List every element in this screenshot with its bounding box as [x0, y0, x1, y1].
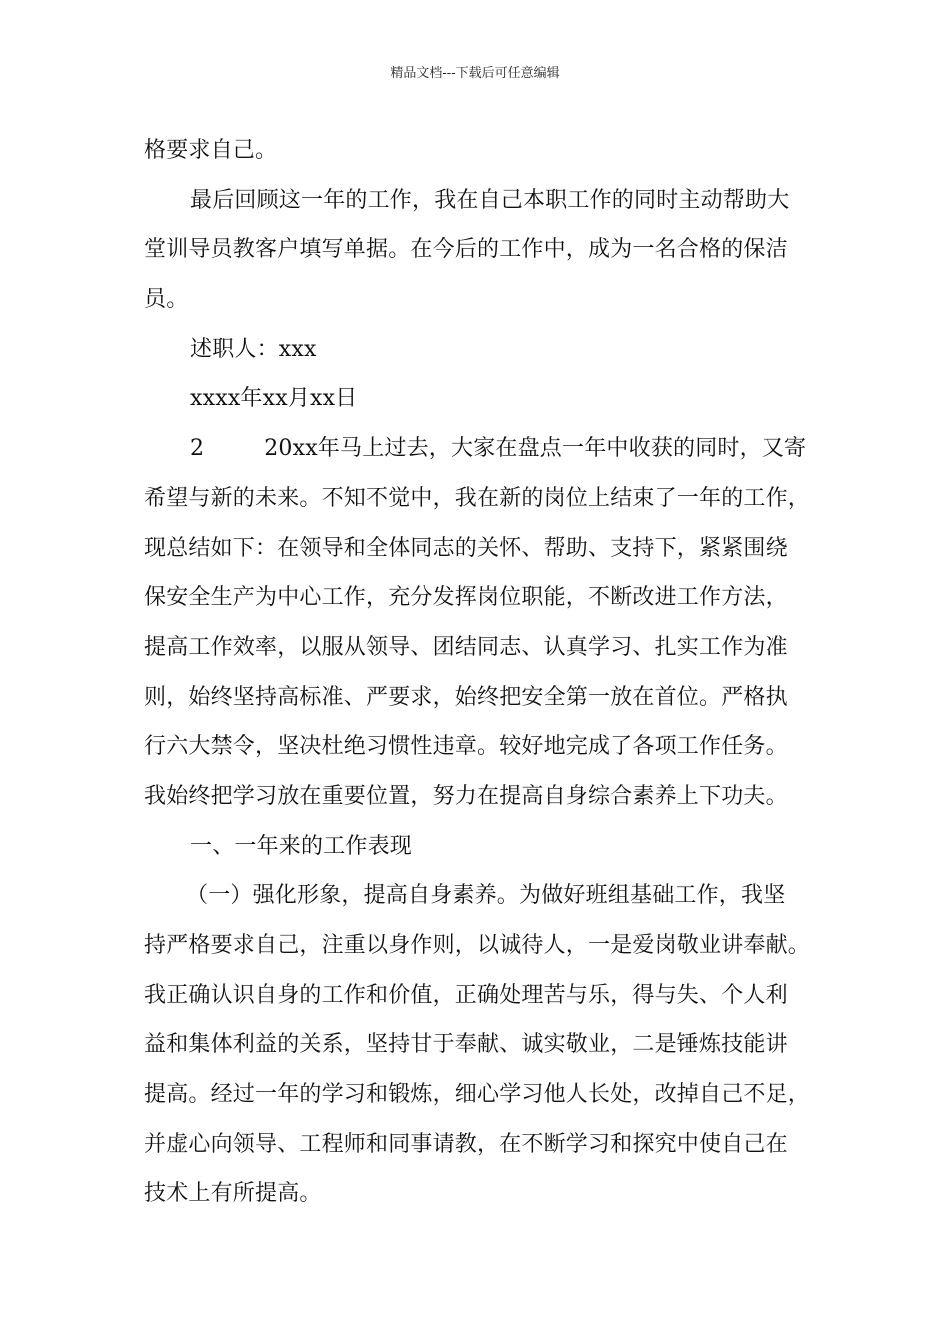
text-line: 最后回顾这一年的工作，我在自己本职工作的同时主动帮助大	[190, 187, 790, 213]
text-line: 我正确认识自身的工作和价值，正确处理苦与乐，得与失、个人利	[144, 982, 788, 1008]
text-line: 20xx年马上过去，大家在盘点一年中收获的同时，又寄	[264, 436, 807, 462]
text-line: 持严格要求自己，注重以身作则，以诚待人，一是爱岗敬业讲奉献。	[144, 933, 811, 958]
section-start-line	[144, 424, 830, 474]
text-line: 提高工作效率，以服从领导、团结同志、认真学习、扎实工作为准	[144, 634, 788, 660]
text-line: 我始终把学习放在重要位置，努力在提高自身综合素养上下功夫。	[144, 783, 788, 809]
date-line: xxxx年xx月xx日	[190, 386, 358, 412]
text-line: 希望与新的未来。不知不觉中，我在新的岗位上结束了一年的工作，	[144, 485, 811, 511]
text-line: 行六大禁令，坚决杜绝习惯性违章。较好地完成了各项工作任务。	[144, 734, 788, 760]
text-line: 技术上有所提高。	[144, 1181, 322, 1207]
text-line: 则，始终坚持高标准、严要求，始终把安全第一放在首位。严格执	[144, 684, 788, 710]
section-number: 2	[190, 436, 205, 462]
signature-line: 述职人：xxx	[190, 336, 317, 362]
text-line: 并虚心向领导、工程师和同事请教，在不断学习和探究中使自己在	[144, 1131, 788, 1157]
text-line: 益和集体利益的关系，坚持甘于奉献、诚实敬业，二是锤炼技能讲	[144, 1032, 788, 1058]
document-body	[144, 126, 830, 1219]
page-header: 精品文档---下载后可任意编辑	[390, 66, 560, 81]
text-line: 保安全生产为中心工作，充分发挥岗位职能，不断改进工作方法，	[144, 585, 788, 611]
section-heading: 一、一年来的工作表现	[190, 833, 413, 859]
text-line: 员。	[144, 287, 189, 313]
text-line: 堂训导员教客户填写单据。在今后的工作中，成为一名合格的保洁	[144, 237, 788, 263]
text-line: 格要求自己。	[144, 138, 278, 163]
text-line: 提高。经过一年的学习和锻炼，细心学习他人长处，改掉自己不足，	[144, 1082, 811, 1108]
text-line: （一）强化形象，提高自身素养。为做好班组基础工作，我坚	[186, 883, 786, 909]
text-line: 现总结如下：在领导和全体同志的关怀、帮助、支持下，紧紧围绕	[144, 535, 788, 561]
